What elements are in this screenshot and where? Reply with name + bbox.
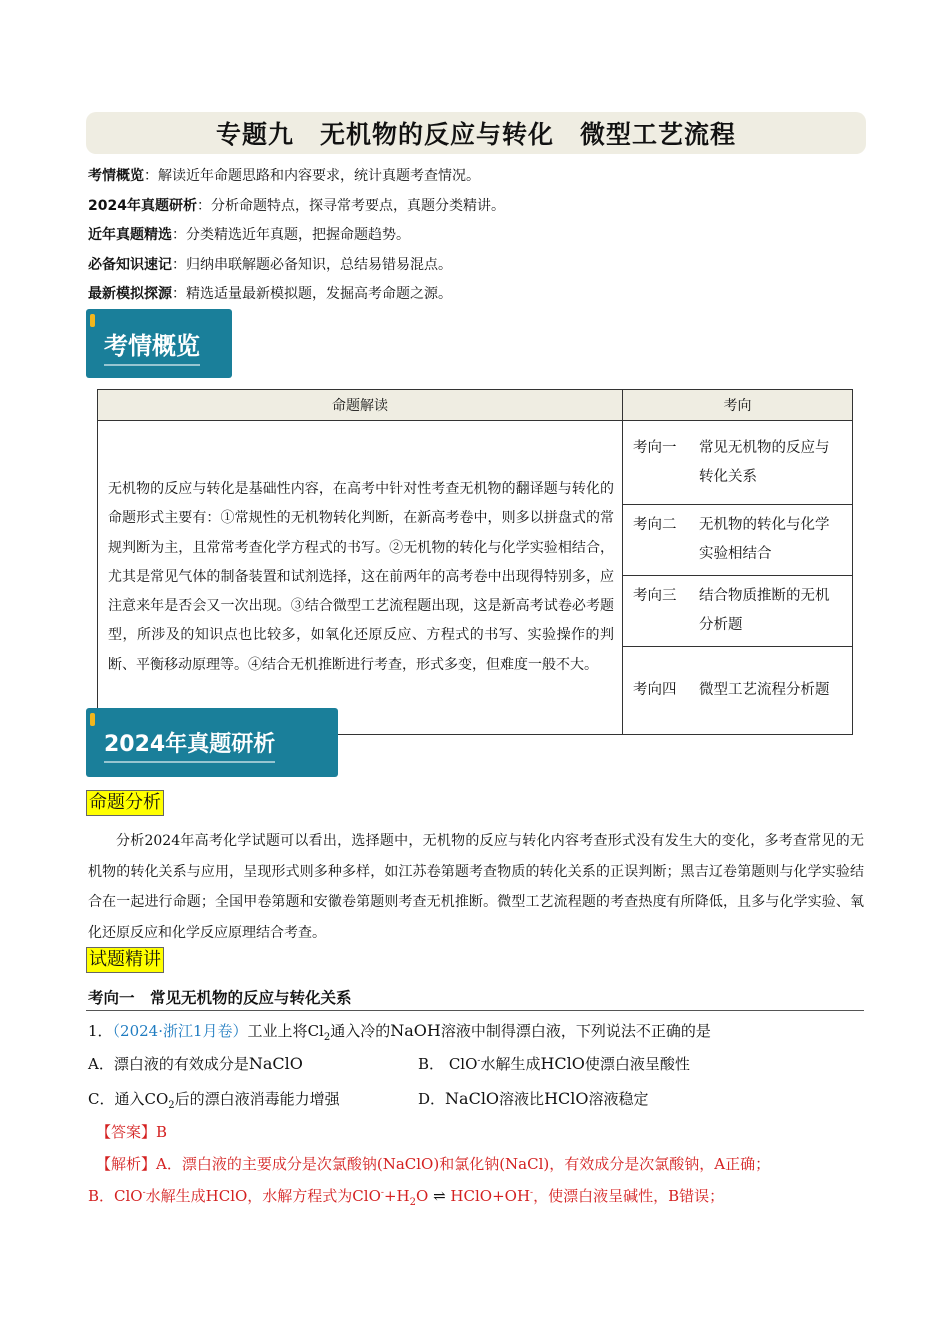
- kaoxiang-text: 常见无机物的反应与转化关系: [699, 439, 830, 485]
- intro-item: [88, 162, 505, 192]
- option-text: A．漂白液的有效成分是: [88, 1055, 249, 1073]
- intro-label: 考情概览: [88, 168, 144, 184]
- question-source: （2024·浙江1月卷）: [112, 1022, 248, 1040]
- section-banner-2024: [86, 708, 338, 777]
- intro-label: 2024年真题研析: [88, 197, 197, 214]
- explanation-text: HClO+OH: [450, 1187, 531, 1205]
- option-text: 后的漂白液消毒能力增强: [174, 1090, 340, 1108]
- table-description: 无机物的反应与转化是基础性内容，在高考中针对性考查无机物的翻译题与转化的命题形式主要有：①常规性的无机物转化判断，在新高考卷中，则多以拼盘式的常规判断为主，且常常考查化学方程式的书写。②无机物的转化与化学实验相结合，尤其是常见气体的制备装置和试剂选择，这在前两年的高考卷中出现得特别多，应注意来年是否会又一次出现。③结合微型工艺流程题出现，这是新高考试卷必考题型，所涉及的知识点也比较多，如氧化还原反应、方程式的书写、实验操作的判断、平衡移动原理等。④结合无机推断进行考查，形式多变，但难度一般不大。: [98, 421, 623, 735]
- section-label-questions: 试题精讲: [86, 947, 164, 973]
- intro-item: [88, 251, 505, 281]
- table-header: 考向: [623, 390, 853, 421]
- formula: Cl: [307, 1022, 324, 1040]
- option-c: [88, 1088, 340, 1111]
- formula: NaClO: [248, 1054, 303, 1073]
- option-text: 水解生成: [480, 1055, 541, 1073]
- option-text: 溶液比: [499, 1090, 545, 1108]
- intro-item: [88, 280, 505, 310]
- table-row: [623, 647, 853, 735]
- intro-item: [88, 221, 505, 251]
- analysis-paragraph: 分析2024年高考化学试题可以看出，选择题中，无机物的反应与转化内容考查形式没有发生大的变化，多考查常见的无机物的转化关系与应用，呈现形式则多种多样，如江苏卷第题考查物质的转化关系的正误判断；黑吉辽卷第题则与化学实验结合在一起进行命题；全国甲卷第题和安徽卷第题则考查无机推断。微型工艺流程题的考查热度有所降低，且多与化学实验、氧化还原反应和化学反应原理结合考查。: [88, 833, 864, 941]
- option-b: [418, 1053, 690, 1074]
- intro-text: ：精选适量最新模拟题，发掘高考命题之源。: [172, 286, 452, 302]
- stem-text: 工业上将: [247, 1022, 308, 1040]
- kaoxiang-text: 结合物质推断的无机分析题: [699, 588, 830, 633]
- kaoxiang-text: 微型工艺流程分析题: [699, 682, 830, 698]
- superscript: -: [477, 1056, 481, 1066]
- formula: HClO: [540, 1054, 585, 1073]
- kaoxiang-label: 考向四: [633, 682, 677, 698]
- kaoxiang-text: 无机物的转化与化学实验相结合: [699, 517, 830, 562]
- question-stem: [88, 1020, 711, 1043]
- option-a: [88, 1053, 303, 1074]
- formula: NaClO: [445, 1089, 500, 1108]
- explanation-text: A．漂白液的主要成分是次氯酸钠(NaClO)和氯化钠(NaCl)，有效成分是次氯酸钠，A正确；: [156, 1155, 771, 1173]
- formula: NaOH: [390, 1021, 441, 1040]
- question-number: 1．: [88, 1022, 113, 1040]
- intro-text: ：归纳串联解题必备知识，总结易错易混点。: [172, 256, 452, 273]
- banner-label: 2024年真题研析: [104, 727, 275, 758]
- table-row: [623, 421, 853, 505]
- table-row: [623, 505, 853, 576]
- intro-list: [88, 162, 505, 310]
- explanation-text: B．ClO: [88, 1187, 143, 1205]
- option-text: D．: [418, 1090, 446, 1108]
- explanation-text: +H: [383, 1187, 410, 1205]
- option-text: C．通入CO: [88, 1090, 169, 1108]
- answer-label: 【答案】: [96, 1123, 157, 1141]
- divider: [86, 1010, 864, 1011]
- superscript: -: [380, 1188, 384, 1198]
- intro-item: [88, 192, 505, 222]
- intro-label: 最新模拟探源: [88, 286, 172, 302]
- intro-text: ：解读近年命题思路和内容要求，统计真题考查情况。: [144, 168, 480, 184]
- superscript: -: [142, 1188, 146, 1198]
- option-text: 使漂白液呈酸性: [584, 1055, 690, 1073]
- answer-value: B: [156, 1123, 168, 1141]
- intro-text: ：分类精选近年真题，把握命题趋势。: [172, 227, 410, 243]
- subsection-heading: 考向一 常见无机物的反应与转化关系: [88, 989, 352, 1007]
- subscript: 2: [168, 1100, 175, 1111]
- stem-text: 溶液中制得漂白液，下列说法不正确的是: [440, 1022, 711, 1040]
- formula: ClO: [448, 1055, 478, 1073]
- section-banner-overview: [86, 309, 232, 378]
- intro-text: ：分析命题特点，探寻常考要点，真题分类精讲。: [196, 197, 505, 214]
- explanation-text: O: [415, 1187, 429, 1205]
- intro-label: 近年真题精选: [88, 227, 172, 243]
- explanation-line-1: [96, 1153, 770, 1174]
- kaoxiang-label: 考向三: [633, 588, 677, 604]
- formula: HClO: [544, 1089, 589, 1108]
- superscript: -: [530, 1188, 534, 1198]
- section-label-analysis: 命题分析: [86, 790, 164, 816]
- overview-table: [97, 389, 853, 735]
- subscript: 2: [323, 1032, 331, 1043]
- banner-accent-icon: [90, 713, 95, 726]
- explanation-label: 【解析】: [96, 1155, 157, 1173]
- option-text: B．: [418, 1055, 445, 1073]
- banner-accent-icon: [90, 314, 95, 327]
- explanation-line-2: [88, 1185, 724, 1208]
- table-header: 命题解读: [98, 390, 623, 421]
- option-text: 溶液稳定: [588, 1090, 649, 1108]
- page-title: 专题九 无机物的反应与转化 微型工艺流程: [86, 112, 866, 154]
- kaoxiang-label: 考向一: [633, 439, 677, 456]
- banner-label: 考情概览: [104, 326, 200, 361]
- answer: [96, 1121, 167, 1142]
- table-row: [623, 576, 853, 647]
- equilibrium-arrow-icon: ⇌: [433, 1187, 446, 1205]
- stem-text: 通入冷的: [330, 1022, 391, 1040]
- option-d: [418, 1088, 649, 1109]
- explanation-text: ，使漂白液呈碱性，B错误；: [533, 1187, 725, 1205]
- kaoxiang-label: 考向二: [633, 517, 677, 533]
- subscript: 2: [409, 1197, 416, 1208]
- explanation-text: 水解生成HClO，水解方程式为ClO: [145, 1187, 381, 1205]
- intro-label: 必备知识速记: [88, 256, 172, 273]
